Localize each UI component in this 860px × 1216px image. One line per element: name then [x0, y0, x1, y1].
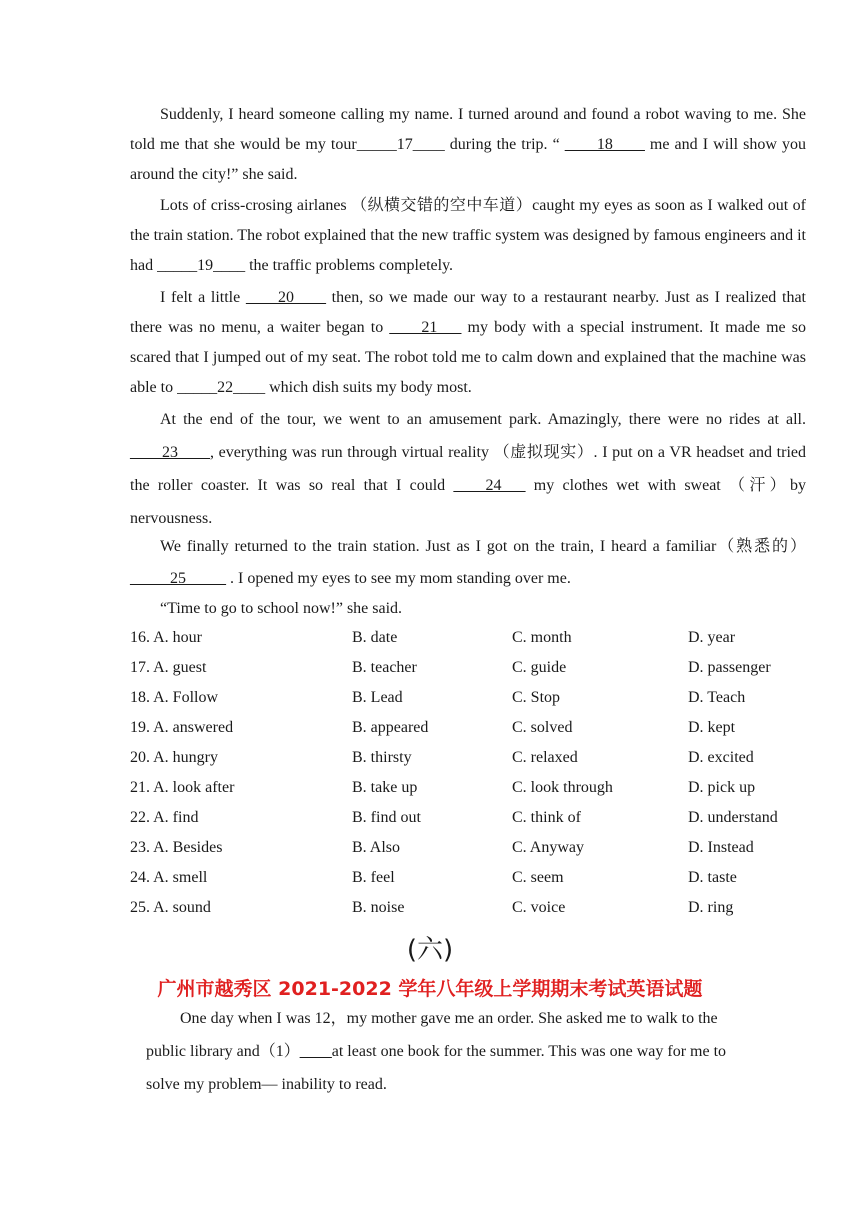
- paragraph-3: [130, 283, 806, 403]
- blank-19: _____19____: [157, 257, 246, 274]
- text: my body with a special instrument. It made me so scared that I jumped out of my seat. The robot told me to calm down and explained that the machine was able to: [130, 319, 806, 396]
- text: at least one book for the summer. This was one way for me to solve my problem— inability to read.: [146, 1043, 727, 1093]
- paragraph-6: “Time to go to school now!” she said.: [160, 600, 403, 617]
- blank-22: _____22____: [177, 379, 266, 396]
- paragraph-1: [130, 100, 806, 190]
- option-c: C. guide: [512, 659, 567, 676]
- blank-20: ____20____: [245, 289, 326, 306]
- option-row-16: [130, 623, 806, 653]
- option-b: B. teacher: [352, 659, 417, 676]
- paragraph-2: [130, 191, 806, 281]
- option-d: D. taste: [688, 869, 737, 886]
- text: . I opened my eyes to see my mom standing over me.: [226, 570, 571, 587]
- option-b: B. noise: [352, 899, 405, 916]
- section-title: 广州市越秀区 2021-2022 学年八年级上学期期末考试英语试题: [157, 978, 703, 1000]
- option-d: D. excited: [688, 749, 754, 766]
- option-row-23: [130, 833, 806, 863]
- option-d: D. Teach: [688, 689, 746, 706]
- option-row-25: [130, 893, 806, 923]
- option-b: B. Lead: [352, 689, 403, 706]
- option-row-17: [130, 653, 806, 683]
- option-d: D. year: [688, 629, 736, 646]
- option-row-20: [130, 743, 806, 773]
- section-number: (六): [406, 935, 454, 965]
- option-a: 20. A. hungry: [130, 749, 218, 766]
- paragraph-5: [130, 531, 806, 595]
- text: then, so we made our way to a restaurant nearby. Just as I realized that there was no menu, a waiter began to: [130, 289, 806, 336]
- option-d: D. Instead: [688, 839, 754, 856]
- text: which dish suits my body most.: [265, 379, 472, 396]
- blank-25: _____25_____: [130, 570, 226, 587]
- option-b: B. thirsty: [352, 749, 412, 766]
- option-row-19: [130, 713, 806, 743]
- option-row-22: [130, 803, 806, 833]
- blank-1: ____: [299, 1043, 332, 1060]
- option-a: 25. A. sound: [130, 899, 211, 916]
- option-c: C. relaxed: [512, 749, 578, 766]
- option-c: C. Anyway: [512, 839, 584, 856]
- option-a: 16. A. hour: [130, 629, 202, 646]
- paragraph-4: [130, 403, 806, 535]
- option-b: B. take up: [352, 779, 418, 796]
- option-c: C. seem: [512, 869, 564, 886]
- blank-23: ____23____: [130, 444, 210, 461]
- option-c: C. month: [512, 629, 572, 646]
- text: during the trip. “: [444, 136, 565, 153]
- option-c: C. Stop: [512, 689, 561, 706]
- blank-17: _____17____: [356, 136, 445, 153]
- option-d: D. ring: [688, 899, 734, 916]
- option-d: D. pick up: [688, 779, 756, 796]
- option-b: B. feel: [352, 869, 395, 886]
- text: I felt a little: [160, 289, 246, 306]
- text: One day when I was 12，my mother gave me an order. She asked me to walk to the public library and（1）: [146, 1010, 718, 1060]
- text: my clothes wet with sweat （汗）by nervousness.: [130, 477, 806, 527]
- option-d: D. understand: [688, 809, 778, 826]
- blank-24: ____24___: [453, 477, 526, 494]
- option-row-18: [130, 683, 806, 713]
- text: me and I will show you around the city!” she said.: [130, 136, 807, 183]
- option-b: B. appeared: [352, 719, 429, 736]
- blank-18: ____18____: [564, 136, 645, 153]
- option-a: 23. A. Besides: [130, 839, 223, 856]
- option-a: 21. A. look after: [130, 779, 235, 796]
- option-c: C. think of: [512, 809, 581, 826]
- option-b: B. Also: [352, 839, 401, 856]
- option-c: C. solved: [512, 719, 573, 736]
- text: Lots of criss-crosing airlanes （纵横交错的空中车道）caught my eyes as soon as I walked out of the train station. The robot explained that the new traffic system was designed by famous engineers and it had: [130, 197, 806, 274]
- text: , everything was run through virtual reality （虚拟现实）. I put on a VR headset and tried the roller coaster. It was so real that I could: [130, 444, 806, 494]
- option-a: 22. A. find: [130, 809, 199, 826]
- option-c: C. look through: [512, 779, 613, 796]
- option-a: 17. A. guest: [130, 659, 207, 676]
- option-row-24: [130, 863, 806, 893]
- option-d: D. kept: [688, 719, 736, 736]
- option-a: 19. A. answered: [130, 719, 234, 736]
- blank-21: ____21___: [389, 319, 462, 336]
- option-c: C. voice: [512, 899, 566, 916]
- text: Suddenly, I heard someone calling my name. I turned around and found a robot waving to me. She told me that she would be my tour: [130, 106, 806, 153]
- option-b: B. find out: [352, 809, 421, 826]
- text: We finally returned to the train station. Just as I got on the train, I heard a familiar（熟悉的）: [160, 538, 806, 555]
- option-a: 24. A. smell: [130, 869, 208, 886]
- option-b: B. date: [352, 629, 398, 646]
- text: At the end of the tour, we went to an amusement park. Amazingly, there were no rides at all.: [160, 411, 806, 428]
- section-paragraph-1: [146, 1002, 746, 1101]
- text: the traffic problems completely.: [245, 257, 454, 274]
- option-row-21: [130, 773, 806, 803]
- option-d: D. passenger: [688, 659, 771, 676]
- option-a: 18. A. Follow: [130, 689, 219, 706]
